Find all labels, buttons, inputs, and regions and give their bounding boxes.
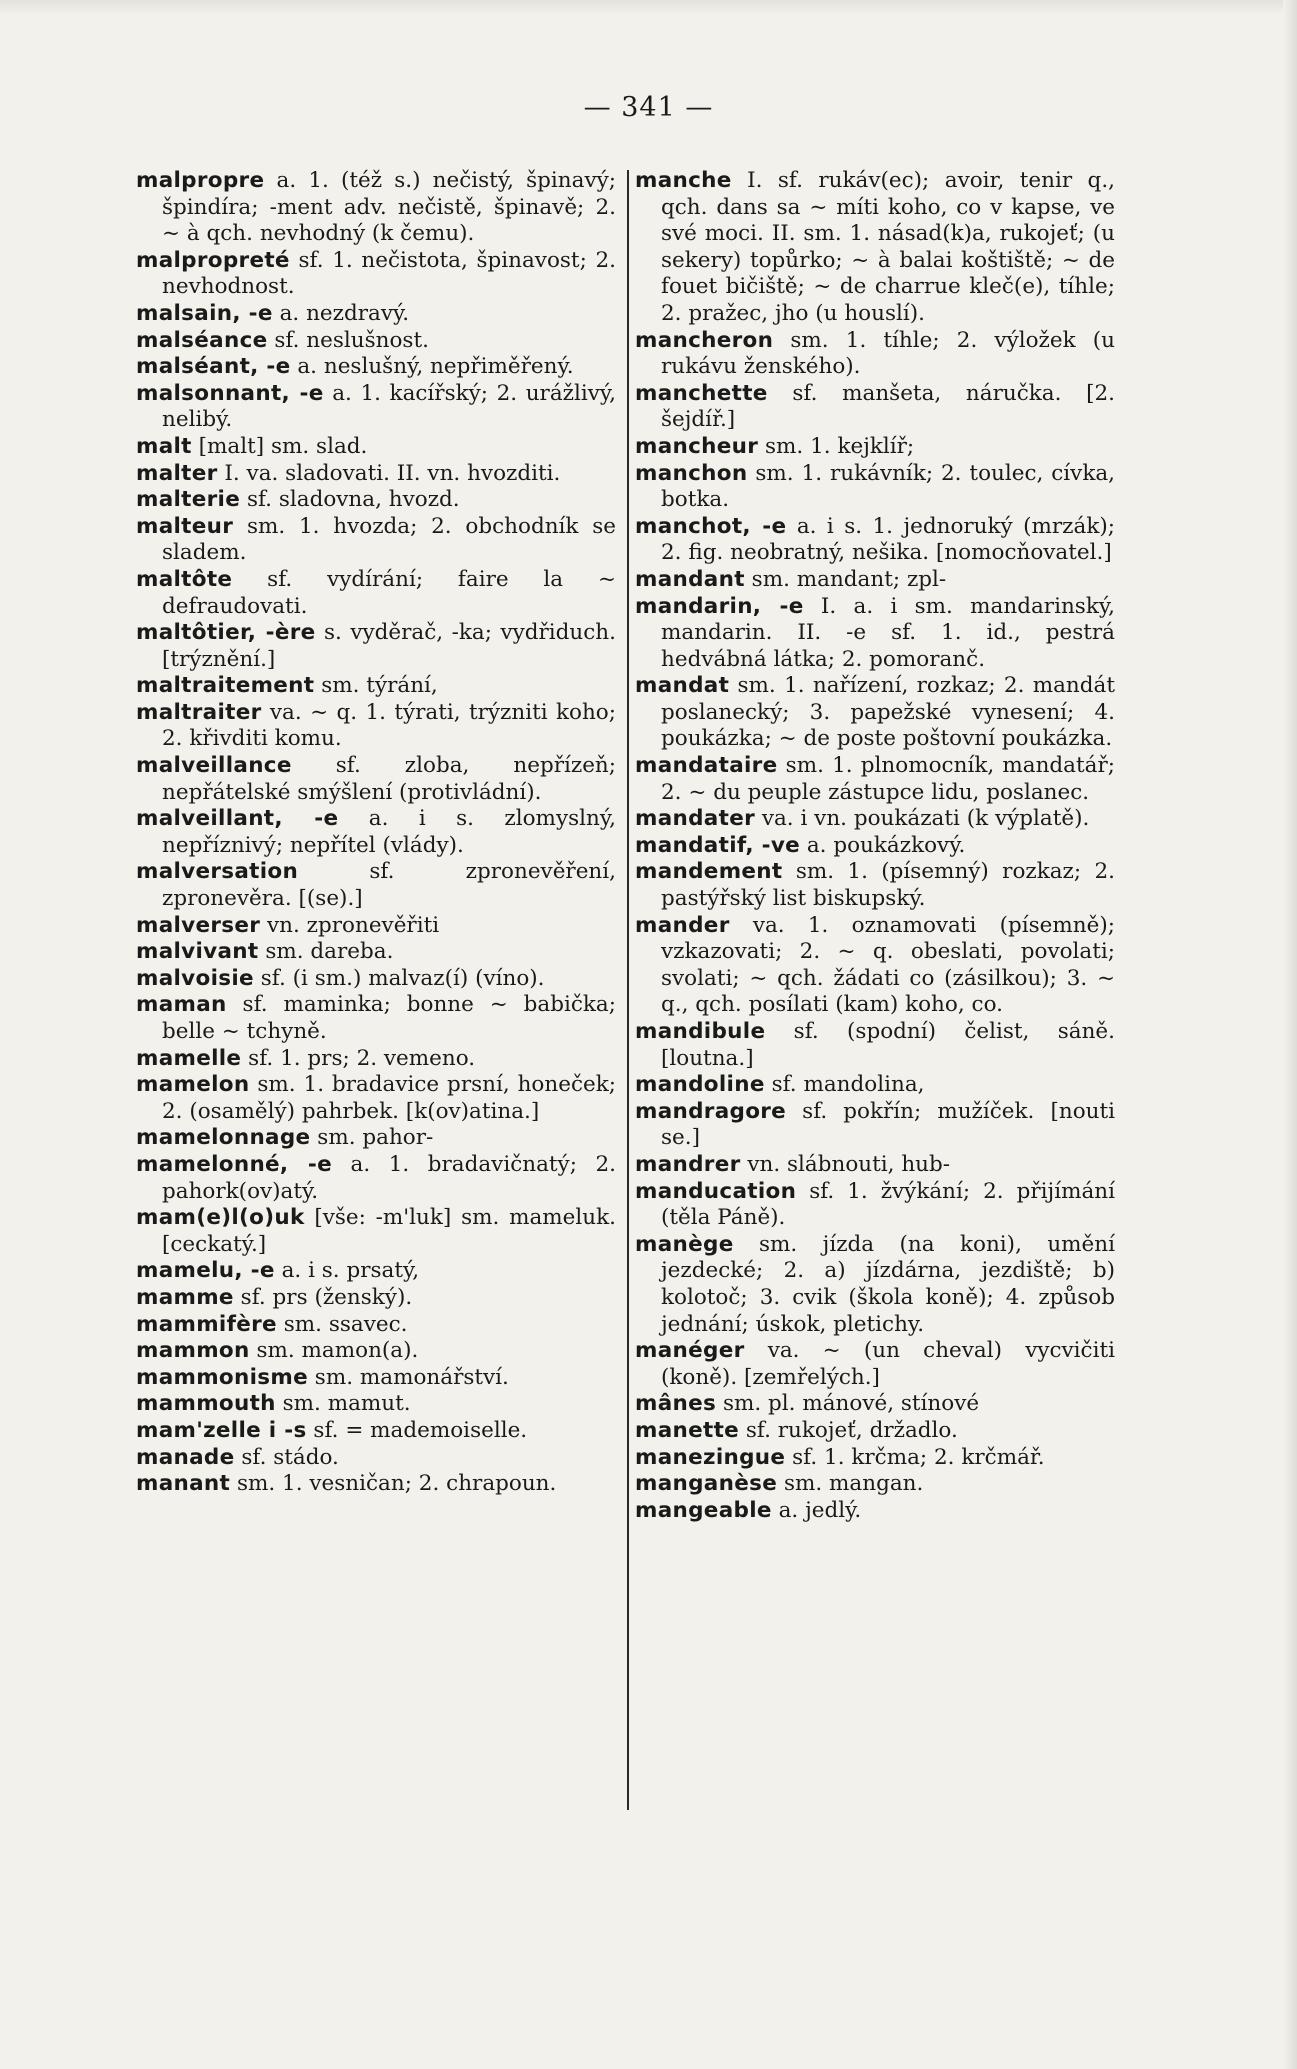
entry-definition: a. 1. (též s.) nečistý, špinavý; špindíra; -ment adv. nečistě, špinavě; 2. ~ à qch. nevhodný (k čemu). (162, 168, 616, 247)
dictionary-entry (136, 1258, 616, 1285)
entry-definition: sf. (i sm.) malvaz(í) (víno). (260, 965, 545, 991)
entry-headword: maltraitement (136, 673, 315, 699)
entry-definition: sf. pokřín; mužíček. [nouti se.] (661, 1098, 1115, 1151)
page-top-edge (0, 0, 1297, 14)
entry-headword: manezingue (635, 1444, 786, 1470)
dictionary-entry (635, 833, 1115, 860)
left-column (136, 168, 616, 1498)
entry-definition: sf. zpronevěření, zpronevěra. [(se).] (162, 859, 616, 912)
entry-headword: manège (635, 1231, 734, 1257)
entry-headword: mamelle (136, 1045, 242, 1071)
entry-definition: vn. zpronevěřiti (267, 912, 440, 938)
dictionary-entry (635, 1445, 1115, 1472)
entry-headword: mandatif, -ve (635, 832, 801, 858)
entry-definition: sf. prs (ženský). (240, 1284, 413, 1310)
entry-definition: sf. manšeta, náručka. [2. šejdíř.] (661, 380, 1115, 433)
entry-definition: a. i s. 1. jednoruký (mrzák); 2. fig. neobratný, nešika. [nomocňovatel.] (661, 513, 1115, 566)
dictionary-entry (635, 1072, 1115, 1099)
dictionary-entry (635, 1152, 1115, 1179)
entry-definition: sm. mangan. (783, 1471, 924, 1497)
entry-headword: mammonisme (136, 1364, 308, 1390)
dictionary-entry (635, 1391, 1115, 1418)
entry-definition: a. i s. prsatý, (281, 1258, 420, 1284)
entry-definition: sm. mamon(a). (256, 1338, 419, 1364)
entry-headword: mangeable (635, 1497, 772, 1523)
entry-definition: va. ~ q. 1. týrati, trýzniti koho; 2. křivditi komu. (162, 699, 616, 752)
dictionary-entry (635, 913, 1115, 1019)
dictionary-entry (136, 1471, 616, 1498)
entry-headword: mammon (136, 1338, 250, 1364)
entry-definition: [malt] sm. slad. (198, 433, 368, 459)
dictionary-entry (635, 1019, 1115, 1072)
dictionary-entry (635, 168, 1115, 328)
page-right-edge (1283, 0, 1297, 2069)
entry-definition: sm. 1. tíhle; 2. výložek (u rukávu ženského). (661, 327, 1115, 380)
dictionary-entry (635, 461, 1115, 514)
right-column (635, 168, 1115, 1524)
entry-headword: mancheron (635, 327, 774, 353)
entry-headword: manchot, -e (635, 513, 787, 539)
entry-definition: a. poukázkový. (806, 832, 966, 858)
entry-headword: malpropreté (136, 247, 290, 273)
entry-headword: mandater (635, 806, 755, 832)
entry-headword: manéger (635, 1338, 745, 1364)
dictionary-entry (635, 1179, 1115, 1232)
dictionary-entry (635, 1471, 1115, 1498)
dictionary-entry (136, 168, 616, 248)
dictionary-entry (136, 620, 616, 673)
entry-headword: mandibule (635, 1019, 766, 1044)
entry-headword: malveillant, -e (136, 806, 339, 832)
entry-headword: malt (136, 433, 192, 459)
entry-headword: malséant, -e (136, 354, 291, 380)
entry-headword: malter (136, 460, 218, 486)
dictionary-entry (136, 487, 616, 514)
dictionary-entry (136, 1338, 616, 1365)
entry-definition: sf. maminka; bonne ~ babička; belle ~ tchyně. (162, 992, 616, 1044)
entry-definition: sm. 1. rukávník; 2. toulec, cívka, botka. (661, 460, 1115, 513)
entry-definition: sm. 1. (písemný) rozkaz; 2. pastýřský list biskupský. (661, 859, 1115, 912)
dictionary-entry (635, 1232, 1115, 1338)
entry-definition: sf. 1. žvýkání; 2. přijímání (těla Páně). (661, 1178, 1115, 1231)
entry-headword: manducation (635, 1178, 797, 1204)
entry-headword: manganèse (635, 1471, 778, 1497)
entry-headword: malpropre (136, 168, 265, 193)
entry-headword: malséance (136, 327, 268, 353)
entry-definition: sf. 1. krčma; 2. krčmář. (792, 1444, 1045, 1470)
dictionary-entry (635, 381, 1115, 434)
entry-definition: sm. mamut. (282, 1391, 411, 1417)
entry-definition: sm. 1. bradavice prsní, honeček; 2. (osamělý) pahrbek. [k(ov)atina.] (162, 1072, 616, 1124)
entry-definition: a. 1. bradavičnatý; 2. pahork(ov)atý. (162, 1151, 616, 1204)
dictionary-entry (136, 461, 616, 488)
entry-headword: mandant (635, 566, 745, 592)
dictionary-entry (136, 1312, 616, 1339)
entry-headword: manette (635, 1417, 740, 1443)
entry-headword: mandat (635, 673, 730, 699)
entry-definition: sm. pahor- (317, 1125, 434, 1151)
entry-definition: sf. rukojeť, držadlo. (745, 1417, 958, 1443)
entry-definition: a. jedlý. (778, 1497, 862, 1523)
entry-definition: a. i s. zlomyslný, nepříznivý; nepřítel (vlády). (162, 806, 616, 858)
dictionary-entry (136, 913, 616, 940)
entry-definition: sf. = mademoiselle. (313, 1417, 528, 1443)
dictionary-entry (635, 859, 1115, 912)
entry-definition: sf. zloba, nepřízeň; nepřátelské smýšlení (protivládní). (162, 753, 617, 805)
entry-definition: sf. stádo. (241, 1444, 339, 1470)
entry-definition: sf. mandolina, (771, 1072, 925, 1098)
entry-headword: malsonnant, -e (136, 380, 324, 406)
entry-headword: mamelonné, -e (136, 1151, 332, 1177)
dictionary-entry (136, 673, 616, 700)
entry-definition: sm. 1. hvozda; 2. obchodník se sladem. (162, 513, 616, 566)
entry-headword: mam'zelle i -s (136, 1417, 307, 1443)
entry-definition: va. ~ (un cheval) vycvičiti (koně). [zemřelých.] (661, 1338, 1115, 1390)
dictionary-entry (136, 354, 616, 381)
entry-definition: sm. mandant; zpl- (751, 566, 947, 592)
dictionary-entry (136, 753, 616, 806)
entry-definition: sm. 1. vesničan; 2. chrapoun. (236, 1471, 557, 1497)
entry-definition: sm. dareba. (265, 939, 394, 965)
entry-headword: mamelon (136, 1072, 250, 1098)
page-number: — 341 — (583, 92, 714, 123)
dictionary-entry (136, 301, 616, 328)
dictionary-entry (136, 514, 616, 567)
entry-definition: sm. ssavec. (283, 1311, 408, 1337)
dictionary-entry (635, 567, 1115, 594)
entry-definition: sm. 1. nařízení, rozkaz; 2. mandát poslanecký; 3. papežské vynesení; 4. poukázka; ~ de poste poštovní poukázka. (661, 673, 1115, 752)
entry-headword: malvoisie (136, 965, 254, 991)
entry-definition: va. 1. oznamovati (písemně); vzkazovati; 2. ~ q. obeslati, povolati; svolati; ~ qch. žádati co (zásilkou); 3. ~ q., qch. posílati (kam) koho, co. (661, 912, 1115, 1018)
dictionary-entry (635, 1338, 1115, 1391)
dictionary-entry (136, 859, 616, 912)
entry-headword: maltôte (136, 566, 233, 592)
entry-definition: sm. mamonářství. (314, 1364, 509, 1390)
entry-headword: malterie (136, 487, 241, 513)
dictionary-entry (136, 1072, 616, 1125)
entry-definition: a. 1. kacířský; 2. urážlivý, nelibý. (162, 380, 616, 433)
entry-definition: va. i vn. poukázati (k výplatě). (761, 806, 1090, 832)
entry-definition: sf. sladovna, hvozd. (246, 487, 460, 513)
entry-definition: s. vyděrač, -ka; vydřiduch. [trýznění.] (162, 620, 616, 672)
dictionary-entry (136, 1391, 616, 1418)
dictionary-entry (136, 1152, 616, 1205)
entry-definition: sf. (spodní) čelist, sáně. [loutna.] (661, 1019, 1115, 1071)
dictionary-entry (136, 966, 616, 993)
entry-definition: sf. 1. prs; 2. vemeno. (248, 1045, 476, 1071)
entry-headword: mandarin, -e (635, 593, 804, 619)
entry-headword: manant (136, 1471, 231, 1497)
entry-headword: manche (635, 168, 732, 193)
dictionary-entry (136, 939, 616, 966)
entry-definition: sm. 1. kejklíř; (765, 433, 915, 459)
dictionary-entry (136, 1285, 616, 1312)
entry-headword: mamme (136, 1284, 234, 1310)
entry-definition: sf. 1. nečistota, špinavost; 2. nevhodnost. (162, 247, 616, 300)
entry-headword: mammouth (136, 1391, 276, 1417)
entry-definition: I. sf. rukáv(ec); avoir, tenir q., qch. dans sa ~ míti koho, co v kapse, ve své moci. II. sm. 1. násad(k)a, rukojeť; (u sekery) topůrko; ~ à balai koštiště; ~ de fouet bičiště; ~ de charrue kleč(e), tíhle; 2. pražec, jho (u houslí). (661, 168, 1115, 326)
dictionary-entry (635, 753, 1115, 806)
entry-headword: malvivant (136, 939, 259, 965)
dictionary-entry (136, 1418, 616, 1445)
entry-headword: mamelonnage (136, 1125, 311, 1151)
entry-headword: mandoline (635, 1072, 765, 1098)
entry-headword: mammifère (136, 1311, 277, 1337)
entry-headword: malverser (136, 912, 261, 938)
entry-headword: mandataire (635, 753, 778, 779)
entry-headword: manchon (635, 460, 748, 486)
dictionary-entry (136, 328, 616, 355)
entry-definition: I. va. sladovati. II. vn. hvozditi. (224, 460, 561, 486)
entry-headword: mancheur (635, 433, 759, 459)
column-divider (627, 170, 629, 1810)
dictionary-entry (136, 381, 616, 434)
entry-definition: sm. týrání, (321, 673, 438, 699)
entry-headword: maman (136, 992, 227, 1018)
dictionary-entry (635, 673, 1115, 753)
entry-headword: maltôtier, -ère (136, 620, 316, 646)
dictionary-entry (136, 700, 616, 753)
entry-headword: mandrer (635, 1151, 741, 1177)
entry-headword: malsain, -e (136, 300, 273, 326)
dictionary-entry (136, 434, 616, 461)
dictionary-entry (635, 594, 1115, 674)
entry-definition: vn. slábnouti, hub- (747, 1151, 951, 1177)
entry-definition: [vše: -m'luk] sm. mameluk. [ceckatý.] (162, 1205, 616, 1257)
dictionary-entry (136, 1445, 616, 1472)
entry-definition: a. nezdravý. (279, 300, 410, 326)
dictionary-entry (635, 806, 1115, 833)
entry-headword: mandement (635, 859, 783, 885)
entry-headword: mandragore (635, 1098, 787, 1124)
dictionary-entry (136, 806, 616, 859)
dictionary-entry (635, 434, 1115, 461)
dictionary-entry (136, 1046, 616, 1073)
dictionary-entry (136, 1205, 616, 1258)
dictionary-entry (635, 328, 1115, 381)
dictionary-entry (635, 514, 1115, 567)
dictionary-entry (136, 567, 616, 620)
entry-headword: manchette (635, 380, 768, 406)
dictionary-entry (136, 1125, 616, 1152)
entry-headword: maltraiter (136, 699, 262, 725)
entry-definition: a. neslušný, nepřiměřený. (297, 354, 574, 380)
entry-headword: malteur (136, 513, 234, 539)
dictionary-entry (635, 1099, 1115, 1152)
entry-headword: malveillance (136, 753, 292, 779)
dictionary-entry (635, 1498, 1115, 1525)
entry-definition: I. a. i sm. mandarinský, mandarin. II. -e sf. 1. id., pestrá hedvábná látka; 2. pomoranč. (661, 593, 1115, 672)
dictionary-entry (136, 992, 616, 1045)
entry-definition: sf. vydírání; faire la ~ defraudovati. (162, 566, 616, 619)
entry-definition: sm. jízda (na koni), umění jezdecké; 2. a) jízdárna, jezdiště; b) kolotoč; 3. cvik (škola koně); 4. způsob jednání; úskok, pletichy. (661, 1231, 1115, 1337)
entry-definition: sm. pl. mánové, stínové (722, 1391, 980, 1417)
entry-definition: sm. 1. plnomocník, mandatář; 2. ~ du peuple zástupce lidu, poslanec. (661, 753, 1115, 805)
dictionary-entry (136, 1365, 616, 1392)
entry-headword: mamelu, -e (136, 1258, 275, 1284)
entry-headword: malversation (136, 859, 299, 885)
entry-headword: mander (635, 912, 730, 938)
entry-headword: manade (136, 1444, 235, 1470)
dictionary-entry (635, 1418, 1115, 1445)
dictionary-entry (136, 248, 616, 301)
entry-headword: mânes (635, 1391, 717, 1417)
entry-definition: sf. neslušnost. (274, 327, 429, 353)
entry-headword: mam(e)l(o)uk (136, 1205, 305, 1231)
